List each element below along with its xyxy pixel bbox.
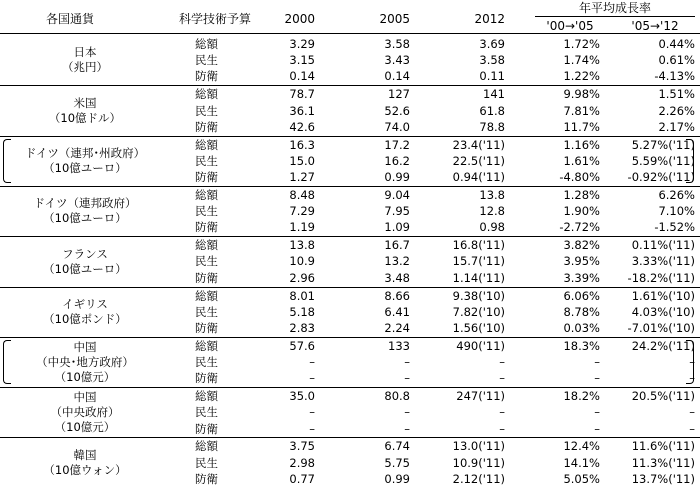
table-cell-g1: 0.03%	[563, 320, 600, 335]
growth-header-rule	[535, 16, 695, 17]
table-cell-v2000: 42.6	[289, 119, 315, 134]
table-cell-v2012: 141	[483, 87, 505, 102]
table-cell-g1: 18.3%	[563, 338, 600, 353]
table-cell-label: 防衛	[195, 371, 218, 386]
country-name: 中国	[73, 389, 97, 404]
table-cell-v2005: 8.66	[384, 288, 410, 303]
table-cell-g2: 5.59%('11)	[631, 153, 695, 168]
table-cell-label: 防衛	[195, 119, 218, 134]
country-name: （兆円）	[62, 60, 108, 75]
table-cell-v2000: 2.96	[289, 270, 315, 285]
table-cell-g1: –	[594, 355, 600, 369]
table-cell-v2005: 80.8	[384, 389, 410, 404]
table-cell-v2012: 13.0('11)	[452, 439, 505, 454]
group-separator	[0, 337, 700, 338]
bracket-right	[686, 139, 694, 184]
table-cell-v2000: 1.19	[289, 220, 315, 235]
group-separator	[0, 186, 700, 187]
table-cell-v2000: 78.7	[289, 87, 315, 102]
header-growth-00-05: '00→'05	[546, 19, 594, 33]
table-cell-label: 民生	[195, 455, 218, 470]
table-cell-label: 防衛	[195, 69, 218, 84]
table-cell-g1: 1.72%	[563, 37, 600, 51]
country-name: フランス	[62, 246, 108, 261]
table-cell-g1: 1.22%	[563, 69, 600, 84]
table-cell-g2: –	[689, 371, 695, 386]
table-cell-g1: 3.82%	[563, 238, 600, 253]
country-name: （10億ポンド）	[43, 311, 127, 326]
table-cell-g1: 9.98%	[563, 87, 600, 102]
table-cell-v2012: 15.7('11)	[452, 254, 505, 269]
table-cell-g1: 1.74%	[563, 53, 600, 68]
table-cell-v2005: 0.99	[384, 170, 410, 184]
table-cell-v2012: 0.11	[479, 69, 505, 84]
table-cell-v2012: 78.8	[479, 119, 505, 134]
table-cell-v2005: 7.95	[384, 204, 410, 219]
table-cell-label: 総額	[195, 288, 218, 303]
table-cell-v2000: –	[309, 421, 315, 436]
table-cell-g2: 11.3%('11)	[631, 455, 695, 470]
country-name: ドイツ（連邦政府）	[33, 196, 137, 211]
table-cell-label: 民生	[195, 304, 218, 319]
table-cell-g2: 0.11%('11)	[631, 238, 695, 253]
country-name: （中央政府）	[50, 404, 120, 419]
country-name: （10億ウォン）	[43, 462, 127, 477]
table-cell-g2: -1.52%	[654, 220, 695, 235]
table-cell-v2005: 5.75	[384, 455, 410, 470]
header-growth-05-12: '05→'12	[631, 19, 679, 33]
table-cell-g2: 2.17%	[658, 119, 695, 134]
country-name: （10億ユーロ）	[43, 261, 127, 276]
table-cell-g1: -2.72%	[559, 220, 600, 235]
table-cell-g1: –	[594, 421, 600, 436]
table-cell-g1: 6.06%	[563, 288, 600, 303]
table-cell-v2005: 6.41	[384, 304, 410, 319]
table-cell-v2000: 0.77	[289, 471, 315, 486]
table-cell-v2005: 74.0	[384, 119, 410, 134]
country-name: 米国	[73, 95, 97, 110]
table-cell-v2012: –	[499, 405, 505, 420]
table-cell-g2: 0.44%	[658, 37, 695, 51]
table-cell-g2: –	[689, 355, 695, 369]
table-cell-label: 総額	[195, 37, 218, 51]
table-cell-v2000: 8.48	[289, 187, 315, 202]
country-name: ドイツ（連邦･州政府）	[24, 145, 146, 160]
table-cell-v2000: 1.27	[289, 170, 315, 184]
table-cell-g1: 1.28%	[563, 187, 600, 202]
table-cell-label: 民生	[195, 103, 218, 118]
group-separator	[0, 136, 700, 137]
bracket-left	[3, 139, 11, 184]
table-cell-v2000: –	[309, 355, 315, 369]
table-cell-label: 総額	[195, 389, 218, 404]
table-cell-v2012: 1.56('10)	[452, 320, 505, 335]
table-cell-v2005: 52.6	[384, 103, 410, 118]
table-cell-v2005: 13.2	[384, 254, 410, 269]
table-cell-v2012: 22.5('11)	[452, 153, 505, 168]
bracket-right	[686, 340, 694, 385]
table-cell-label: 民生	[195, 254, 218, 269]
table-cell-v2000: 3.75	[289, 439, 315, 454]
table-cell-v2000: 35.0	[289, 389, 315, 404]
header-year-2005: 2005	[379, 12, 410, 26]
table-cell-label: 防衛	[195, 220, 218, 235]
table-cell-v2005: 16.7	[384, 238, 410, 253]
table-cell-v2000: 5.18	[289, 304, 315, 319]
table-cell-label: 民生	[195, 405, 218, 420]
group-separator	[0, 236, 700, 237]
table-cell-v2000: –	[309, 371, 315, 386]
table-cell-v2005: –	[404, 405, 410, 420]
header-budget: 科学技術予算	[178, 12, 251, 26]
table-cell-v2000: 0.14	[289, 69, 315, 84]
table-cell-v2005: –	[404, 421, 410, 436]
table-cell-v2012: 1.14('11)	[452, 270, 505, 285]
table-cell-v2005: –	[404, 355, 410, 369]
header-year-2012: 2012	[474, 12, 505, 26]
group-separator	[0, 287, 700, 288]
country-name: 中国	[73, 339, 97, 354]
country-name: イギリス	[62, 296, 108, 311]
table-cell-v2012: 490('11)	[456, 338, 505, 353]
table-cell-v2000: 15.0	[289, 153, 315, 168]
table-cell-v2005: –	[404, 371, 410, 386]
table-cell-label: 総額	[195, 87, 218, 102]
table-cell-v2012: 247('11)	[456, 389, 505, 404]
table-cell-v2012: 12.8	[479, 204, 505, 219]
table-cell-label: 民生	[195, 355, 218, 369]
table-cell-g2: 6.26%	[658, 187, 695, 202]
table-cell-label: 防衛	[195, 270, 218, 285]
country-name: （中央･地方政府）	[36, 354, 134, 369]
table-cell-label: 民生	[195, 153, 218, 168]
country-name: （10億元）	[54, 369, 116, 384]
table-cell-label: 総額	[195, 137, 218, 152]
bracket-left	[3, 340, 11, 385]
table-cell-v2012: 16.8('11)	[452, 238, 505, 253]
table-cell-v2012: 2.12('11)	[452, 471, 505, 486]
table-cell-g2: 4.03%('10)	[631, 304, 695, 319]
table-cell-v2005: 9.04	[384, 187, 410, 202]
table-cell-label: 防衛	[195, 471, 218, 486]
table-cell-v2012: 9.38('10)	[452, 288, 505, 303]
table-cell-label: 総額	[195, 238, 218, 253]
table-cell-g1: –	[594, 371, 600, 386]
table-cell-v2005: 3.48	[384, 270, 410, 285]
table-cell-g1: 8.78%	[563, 304, 600, 319]
table-cell-v2000: 36.1	[289, 103, 315, 118]
table-cell-v2000: 57.6	[289, 338, 315, 353]
table-cell-g2: -4.13%	[654, 69, 695, 84]
group-separator	[0, 85, 700, 86]
table-cell-label: 防衛	[195, 421, 218, 436]
table-cell-label: 防衛	[195, 170, 218, 184]
table-cell-v2005: 16.2	[384, 153, 410, 168]
table-cell-v2000: –	[309, 405, 315, 420]
table-cell-g2: 24.2%('11)	[631, 338, 695, 353]
table-cell-g1: 18.2%	[563, 389, 600, 404]
table-cell-v2000: 13.8	[289, 238, 315, 253]
table-cell-v2012: 61.8	[479, 103, 505, 118]
header-year-2000: 2000	[284, 12, 315, 26]
table-cell-v2005: 0.14	[384, 69, 410, 84]
country-name: （10億ユーロ）	[43, 160, 127, 175]
table-cell-v2005: 127	[388, 87, 410, 102]
table-cell-v2000: 2.83	[289, 320, 315, 335]
table-cell-g2: –	[689, 421, 695, 436]
table-cell-g2: 13.7%('11)	[631, 471, 695, 486]
table-cell-g2: 2.26%	[658, 103, 695, 118]
table-cell-g2: 0.61%	[658, 53, 695, 68]
table-cell-g2: -0.92%('11)	[627, 170, 695, 184]
table-cell-v2000: 7.29	[289, 204, 315, 219]
country-name: （10億ユーロ）	[43, 211, 127, 226]
group-separator	[0, 437, 700, 438]
table-cell-v2012: 3.58	[479, 53, 505, 68]
table-cell-v2000: 2.98	[289, 455, 315, 470]
table-cell-g2: 1.61%('10)	[631, 288, 695, 303]
country-name: （10億元）	[54, 419, 116, 434]
table-cell-g1: 1.16%	[563, 137, 600, 152]
table-cell-g1: 3.39%	[563, 270, 600, 285]
header-rule	[0, 33, 700, 34]
table-cell-v2012: 13.8	[479, 187, 505, 202]
table-cell-v2012: 3.69	[479, 37, 505, 51]
table-cell-g2: 1.51%	[658, 87, 695, 102]
table-cell-label: 総額	[195, 338, 218, 353]
table-cell-v2005: 0.99	[384, 471, 410, 486]
table-cell-g2: 20.5%('11)	[631, 389, 695, 404]
table-cell-v2005: 3.58	[384, 37, 410, 51]
table-cell-v2005: 133	[388, 338, 410, 353]
table-cell-g2: 5.27%('11)	[631, 137, 695, 152]
table-cell-g2: 11.6%('11)	[631, 439, 695, 454]
table-cell-v2005: 17.2	[384, 137, 410, 152]
table-cell-v2012: 7.82('10)	[452, 304, 505, 319]
table-cell-v2000: 3.15	[289, 53, 315, 68]
table-cell-g2: -7.01%('10)	[627, 320, 695, 335]
table-cell-label: 総額	[195, 439, 218, 454]
country-name: 韓国	[73, 447, 97, 462]
table-cell-v2000: 16.3	[289, 137, 315, 152]
table-cell-g1: -4.80%	[559, 170, 600, 184]
table-cell-v2012: –	[499, 421, 505, 436]
table-cell-label: 民生	[195, 53, 218, 68]
table-cell-label: 民生	[195, 204, 218, 219]
table-cell-label: 防衛	[195, 320, 218, 335]
table-cell-v2000: 3.29	[289, 37, 315, 51]
table-cell-v2012: –	[499, 355, 505, 369]
table-cell-v2005: 3.43	[384, 53, 410, 68]
table-cell-g1: 5.05%	[563, 471, 600, 486]
table-cell-v2012: 0.94('11)	[452, 170, 505, 184]
table-cell-v2000: 8.01	[289, 288, 315, 303]
table-cell-v2005: 2.24	[384, 320, 410, 335]
table-cell-g2: –	[689, 405, 695, 420]
table-cell-g2: 7.10%	[658, 204, 695, 219]
table-cell-g1: –	[594, 405, 600, 420]
table-cell-g1: 1.90%	[563, 204, 600, 219]
table-cell-v2012: 23.4('11)	[452, 137, 505, 152]
country-name: （10億ドル）	[48, 110, 122, 125]
table-cell-g1: 12.4%	[563, 439, 600, 454]
header-growth-rate: 年平均成長率	[578, 1, 651, 15]
table-cell-g1: 1.61%	[563, 153, 600, 168]
table-cell-g2: -18.2%('11)	[627, 270, 695, 285]
table-cell-label: 総額	[195, 187, 218, 202]
table-cell-g2: 3.33%('11)	[631, 254, 695, 269]
table-cell-v2012: 10.9('11)	[452, 455, 505, 470]
country-name: 日本	[73, 45, 97, 60]
table-cell-v2005: 6.74	[384, 439, 410, 454]
group-separator	[0, 387, 700, 388]
table-cell-g1: 3.95%	[563, 254, 600, 269]
table-cell-g1: 11.7%	[563, 119, 600, 134]
table-cell-v2012: 0.98	[479, 220, 505, 235]
table-cell-g1: 14.1%	[563, 455, 600, 470]
table-cell-v2012: –	[499, 371, 505, 386]
table-cell-g1: 7.81%	[563, 103, 600, 118]
header-country: 各国通貨	[45, 12, 94, 26]
table-cell-v2000: 10.9	[289, 254, 315, 269]
table-cell-v2005: 1.09	[384, 220, 410, 235]
